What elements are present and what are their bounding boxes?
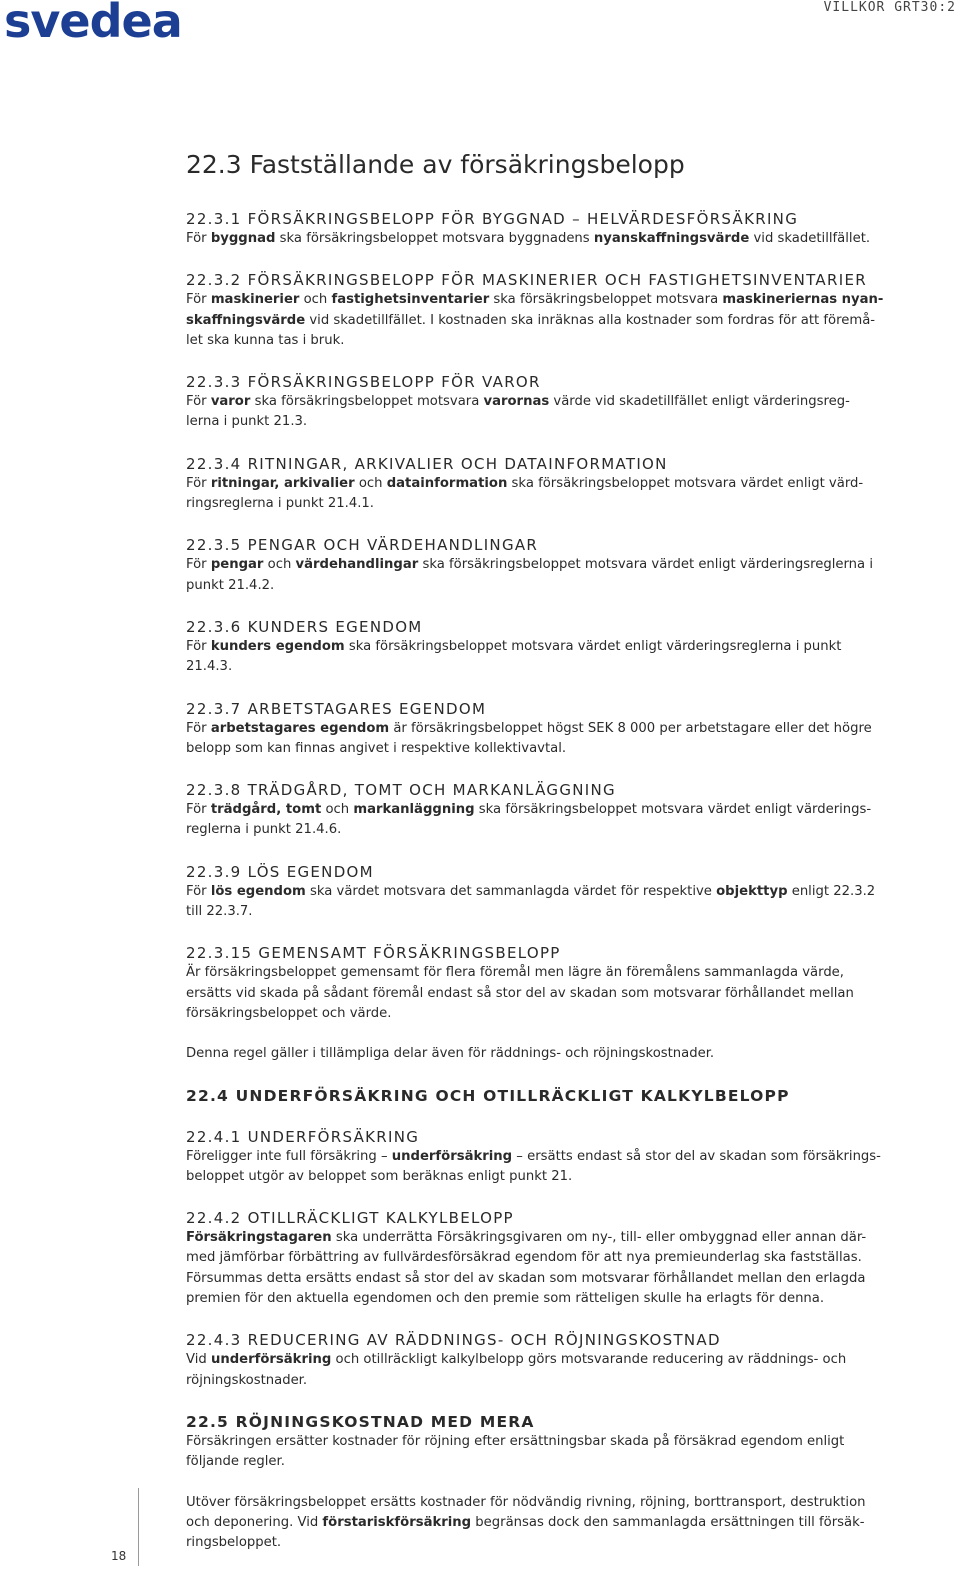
section-22-3-2 (186, 270, 946, 351)
section-text: Denna regel gäller i tillämpliga delar även för räddnings- och röjningskostnader. (186, 1046, 715, 1062)
section-heading: 22.5 RÖJNINGSKOSTNAD MED MERA (186, 1412, 535, 1431)
section-text: För kunders egendom ska försäkringsbeloppet motsvara värdet enligt värderingsreglerna i punkt 21.4.3. (186, 638, 842, 675)
section-heading: 22.3.5 PENGAR OCH VÄRDEHANDLINGAR (186, 536, 539, 555)
section-text: För lös egendom ska värdet motsvara det sammanlagda värdet för respektive objekttyp enligt 22.3.2 till 22.3.7. (186, 883, 876, 920)
page-title: 22.3 Fastställande av försäkringsbelopp (186, 150, 685, 179)
section-text: Vid underförsäkring och otillräckligt kalkylbelopp görs motsvarande reducering av räddnings- och röjningskostnader. (186, 1352, 847, 1388)
section-22-3-4 (186, 454, 946, 515)
section-text: För arbetstagares egendom är försäkringsbeloppet högst SEK 8 000 per arbetstagare eller det högre belopp som kan finnas angivet i respektive kollektivavtal. (186, 720, 872, 756)
section-heading: 22.3.9 LÖS EGENDOM (186, 862, 374, 881)
section-text: För ritningar, arkivalier och datainformation ska försäkringsbeloppet motsvara värdet enligt värd- ringsreglerna i punkt 21.4.1. (186, 475, 864, 512)
section-heading: 22.3.7 ARBETSTAGARES EGENDOM (186, 699, 487, 718)
section-text: För maskinerier och fastighetsinventarier ska försäkringsbeloppet motsvara maskineriernas nyan- skaffningsvärde vid skadetillfället. I kostnaden ska inräknas alla kostnader som fordras för att föremå- let ska kunna tas i bruk. (186, 292, 884, 348)
section-22-4-3 (186, 1330, 946, 1391)
section-text: Föreligger inte full försäkring – underförsäkring – ersätts endast så stor del av skadan som försäkrings- beloppet utgör av beloppet som beräknas enligt punkt 21. (186, 1148, 881, 1184)
section-22-3-6 (186, 617, 946, 678)
section-text: För trädgård, tomt och markanläggning ska försäkringsbeloppet motsvara värdet enligt värderings- reglerna i punkt 21.4.6. (186, 802, 872, 838)
section-text: För pengar och värdehandlingar ska försäkringsbeloppet motsvara värdet enligt värderingsreglerna i punkt 21.4.2. (186, 557, 873, 593)
section-heading: 22.4.1 UNDERFÖRSÄKRING (186, 1127, 420, 1146)
section-text: Försäkringstagaren ska underrätta Försäkringsgivaren om ny-, till- eller ombyggnad eller annan där- med jämförbar förbättring av fullvärdesförsäkrad egendom för att nya premieunderlag ska fastställas. Försummas detta ersätts endast så stor del av skadan som motsvarar förhållandet mellan den erlagda premien för den aktuella egendomen och den premie som rätteligen skulle ha erlagts för denna. (186, 1230, 867, 1307)
section-22-4-2 (186, 1208, 946, 1309)
section-22-3-7 (186, 699, 946, 760)
section-heading: 22.3.6 KUNDERS EGENDOM (186, 617, 423, 636)
page-margin-rule (138, 1488, 139, 1566)
section-heading: 22.4.3 REDUCERING AV RÄDDNINGS- OCH RÖJNINGSKOSTNAD (186, 1331, 721, 1350)
section-text: För varor ska försäkringsbeloppet motsvara varornas värde vid skadetillfället enligt värderingsreg- lerna i punkt 21.3. (186, 394, 850, 430)
section-22-3-15 (186, 943, 946, 1064)
section-heading: 22.4 UNDERFÖRSÄKRING OCH OTILLRÄCKLIGT KALKYLBELOPP (186, 1086, 790, 1105)
svedea-logo: svedea (4, 0, 182, 48)
section-22-4-1 (186, 1127, 946, 1188)
page-number: 18 (111, 1549, 127, 1563)
section-22-3-9 (186, 862, 946, 923)
section-heading: 22.3.3 FÖRSÄKRINGSBELOPP FÖR VAROR (186, 373, 541, 392)
section-22-3-5 (186, 535, 946, 596)
section-heading: 22.3.4 RITNINGAR, ARKIVALIER OCH DATAINFORMATION (186, 454, 668, 473)
section-text: Är försäkringsbeloppet gemensamt för flera föremål men lägre än föremålens sammanlagda värde, ersätts vid skada på sådant föremål endast så stor del av skadan som motsvarar förhållandet mellan försäkringsbeloppet och värde. (186, 965, 854, 1021)
section-heading: 22.3.15 GEMENSAMT FÖRSÄKRINGSBELOPP (186, 944, 561, 963)
section-text: Utöver försäkringsbeloppet ersätts kostnader för nödvändig rivning, röjning, borttransport, destruktion och deponering. Vid förstariskförsäkring begränsas dock den sammanlagda ersättningen till försäk- ringsbeloppet. (186, 1494, 866, 1551)
section-text: För byggnad ska försäkringsbeloppet motsvara byggnadens nyanskaffningsvärde vid skadetillfället. (186, 231, 871, 246)
section-22-3-3 (186, 372, 946, 433)
document-body (186, 150, 946, 1574)
document-code: VILLKOR GRT30:2 (823, 0, 956, 15)
section-heading: 22.3.8 TRÄDGÅRD, TOMT OCH MARKANLÄGGNING (186, 781, 616, 800)
section-22-3-1 (186, 209, 946, 249)
section-heading: 22.3.2 FÖRSÄKRINGSBELOPP FÖR MASKINERIER OCH FASTIGHETSINVENTARIER (186, 271, 867, 290)
section-22-4 (186, 1086, 946, 1106)
section-heading: 22.3.1 FÖRSÄKRINGSBELOPP FÖR BYGGNAD – HELVÄRDESFÖRSÄKRING (186, 210, 799, 228)
section-heading: 22.4.2 OTILLRÄCKLIGT KALKYLBELOPP (186, 1209, 514, 1228)
section-text: Försäkringen ersätter kostnader för röjning efter ersättningsbar skada på försäkrad egendom enligt följande regler. (186, 1433, 845, 1470)
section-22-5 (186, 1412, 946, 1553)
section-22-3-8 (186, 780, 946, 841)
